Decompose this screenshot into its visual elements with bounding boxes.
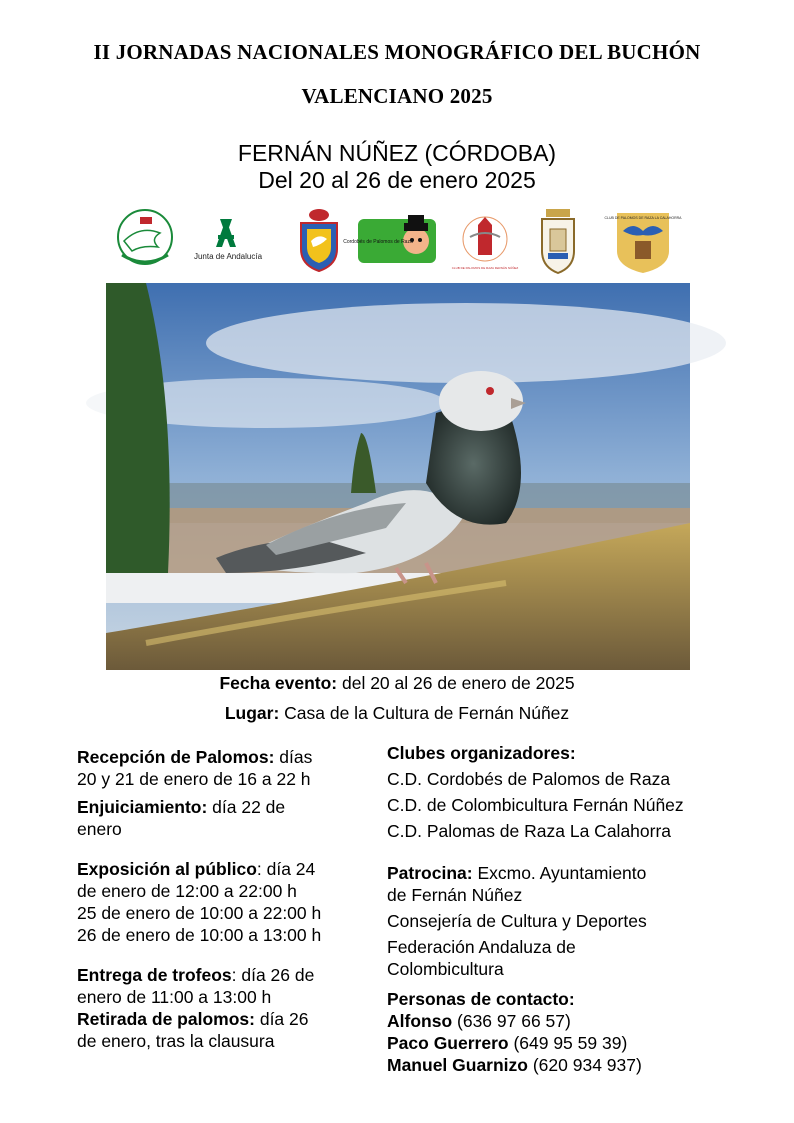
contacto-label-line — [387, 988, 767, 1010]
cordobes-club-logo — [343, 207, 438, 275]
enjuiciamiento-block — [77, 796, 377, 840]
entrega-text-2: enero de 11:00 a 13:00 h — [77, 987, 272, 1007]
poster-title-line2: VALENCIANO 2025 — [301, 84, 493, 108]
enjuiciamiento-label: Enjuiciamiento: — [77, 797, 208, 817]
clubes-label: Clubes organizadores: — [387, 743, 576, 763]
left-column — [77, 746, 377, 1052]
enjuiciamiento-text-2: enero — [77, 819, 122, 839]
entrega-text: : día 26 de — [231, 965, 315, 985]
club-2: C.D. de Colombicultura Fernán Núñez — [387, 795, 684, 815]
clubes-label-line — [387, 742, 767, 764]
exposicion-text-4: 26 de enero de 10:00 a 13:00 h — [77, 925, 322, 945]
contact-2 — [387, 1032, 767, 1054]
contact-name: Paco Guerrero — [387, 1033, 509, 1053]
fecha-value: del 20 al 26 de enero de 2025 — [337, 673, 575, 693]
fernan-nunez-shield-logo — [295, 207, 343, 275]
patrocina-text-2: de Fernán Núñez — [387, 885, 523, 905]
retirada-label: Retirada de palomos: — [77, 1009, 255, 1029]
event-dates: Del 20 al 26 de enero 2025 — [258, 167, 536, 193]
contact-1 — [387, 1010, 767, 1032]
club-1: C.D. Cordobés de Palomos de Raza — [387, 769, 671, 789]
recepcion-block — [77, 746, 377, 790]
patrocina-federacion — [387, 936, 767, 980]
recepcion-label: Recepción de Palomos: — [77, 747, 275, 767]
exposicion-text-2: de enero de 12:00 a 22:00 h — [77, 881, 297, 901]
exposicion-label: Exposición al público — [77, 859, 257, 879]
retirada-text-2: de enero, tras la clausura — [77, 1031, 275, 1051]
recepcion-text: días — [274, 747, 313, 767]
fernan-nunez-club-logo — [451, 207, 519, 275]
calahorra-club-logo — [604, 207, 682, 275]
sponsor-logos — [110, 207, 685, 275]
fecha-label: Fecha evento: — [219, 673, 338, 693]
retirada-text: día 26 — [254, 1009, 309, 1029]
patrocina-text-5: Colombicultura — [387, 959, 504, 979]
patrocina-text-4: Federación Andaluza de — [387, 937, 576, 957]
enjuiciamiento-text: día 22 de — [207, 797, 286, 817]
right-column — [387, 742, 767, 1076]
federacion-andaluza-logo — [110, 207, 180, 275]
event-place-line — [0, 703, 794, 724]
event-location: FERNÁN NÚÑEZ (CÓRDOBA) — [237, 140, 557, 166]
contact-name: Alfonso — [387, 1011, 453, 1031]
contact-phone: (636 97 66 57) — [452, 1011, 571, 1031]
entrega-label: Entrega de trofeos — [77, 965, 232, 985]
contact-3 — [387, 1054, 767, 1076]
patrocina-text: Excmo. Ayuntamiento — [472, 863, 647, 883]
pigeon-photo — [106, 283, 690, 670]
exposicion-text: : día 24 — [256, 859, 316, 879]
exposicion-block — [77, 858, 377, 946]
poster-title-line1: II JORNADAS NACIONALES MONOGRÁFICO DEL BUCHÓN — [93, 40, 701, 64]
exposicion-text-3: 25 de enero de 10:00 a 22:00 h — [77, 903, 322, 923]
event-date-line — [0, 673, 794, 694]
contact-phone: (620 934 937) — [527, 1055, 642, 1075]
retirada-block — [77, 1008, 377, 1052]
fernan-nunez-club-text: CLUB DE PALOMOS DE RAZA FERNÁN NÚÑEZ — [451, 266, 519, 270]
recepcion-text-2: 20 y 21 de enero de 16 a 22 h — [77, 769, 311, 789]
entrega-block — [77, 964, 377, 1008]
cordobes-logo-text: Cordobés de Palomos de Raza — [343, 239, 413, 245]
patrocina-label: Patrocina: — [387, 863, 473, 883]
junta-andalucia-logo — [188, 207, 268, 275]
contact-name: Manuel Guarnizo — [387, 1055, 528, 1075]
lugar-value: Casa de la Cultura de Fernán Núñez — [279, 703, 570, 723]
junta-logo-text: Junta de Andalucía — [193, 252, 263, 261]
calahorra-logo-text: CLUB DE PALOMOS DE RAZA LA CALAHORRA — [604, 216, 682, 220]
patrocina-consejeria: Consejería de Cultura y Deportes — [387, 911, 647, 931]
contact-phone: (649 95 59 39) — [508, 1033, 628, 1053]
lugar-label: Lugar: — [224, 703, 280, 723]
villa-shield-logo — [538, 207, 578, 275]
patrocina-block — [387, 862, 767, 906]
contacto-label: Personas de contacto: — [387, 989, 575, 1009]
club-3: C.D. Palomas de Raza La Calahorra — [387, 821, 672, 841]
